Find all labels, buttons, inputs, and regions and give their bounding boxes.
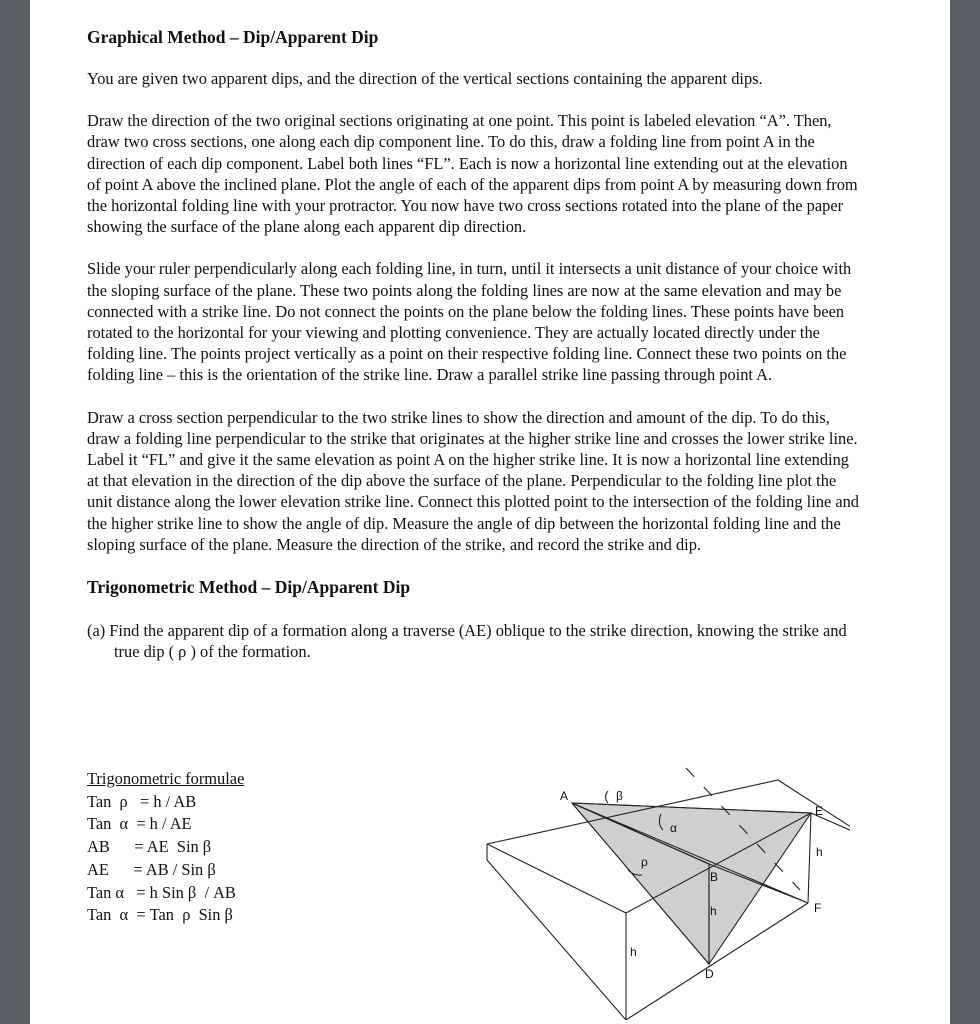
trigonometric-method-heading: Trigonometric Method – Dip/Apparent Dip [87,577,411,598]
formula-row: Tan α = h Sin β / AB [87,882,236,902]
formula-row: AB = AE Sin β [87,837,212,857]
formula-row: Tan α = h / AE [87,814,192,834]
paragraph-draw-sections: Draw the direction of the two original sections originating at one point. This point is labeled elevation “A”. Then, draw two cross sections, one along each dip component line. To do this, draw a folding line from point A in the direction of each dip component. Label both lines “FL”. Each is now a horizontal line extending out at the elevation of point A above the inclined plane. Plot the angle of each of the apparent dips from point A by measuring down from the horizontal folding line with your protractor. You now have two cross sections rotated into the plane of the paper showing the surface of the plane along each apparent dip direction. [87,111,858,237]
label-f: F [814,901,822,915]
problem-item-a: (a) Find the apparent dip of a formation along a traverse (AE) oblique to the strike direction, knowing the strike and true dip ( ρ ) of the formation. [87,621,847,662]
paragraph-given-dips: You are given two apparent dips, and the direction of the vertical sections containing the apparent dips. [87,69,763,88]
dip-block-diagram [450,760,850,1020]
right-vertical-edge [808,813,811,903]
left-slope-edge [487,844,626,913]
paragraph-strike-line: Slide your ruler perpendicularly along each folding line, in turn, until it intersects a unit distance of your choice with the sloping surface of the plane. These two points along the folding lines are now at the same elevation and may be connected with a strike line. Do not connect the points on the plane below the folding lines. These points have been rotated to the horizontal for your viewing and plotting convenience. They are actually located directly under the folding line. The points project vertically as a point on their respective folding line. Connect these two points on the folding line – this is the orientation of the strike line. Draw a parallel strike line passing through point A. [87,259,852,385]
beta-angle-arc [606,791,609,803]
left-lower-edge [487,860,626,1020]
label-d: D [705,967,714,981]
label-h-front: h [630,945,637,959]
label-rho: ρ [641,855,648,869]
formula-row: AE = AB / Sin β [87,859,216,879]
paragraph-cross-section: Draw a cross section perpendicular to the two strike lines to show the direction and amount of the dip. To do this, draw a folding line perpendicular to the strike that originates at the higher strike line and crosses the lower strike line. Label it “FL” and give it the same elevation as point A on the higher strike line. It is now a horizontal line extending at that elevation in the direction of the dip above the surface of the plane. Perpendicular to the folding line plot the unit distance along the lower elevation strike line. Connect this plotted point to the intersection of the folding line and the higher strike line to show the angle of dip. Measure the angle of dip between the horizontal folding line and the sloping surface of the plane. Measure the direction of the strike, and record the strike and dip. [87,407,860,554]
trig-formulae [87,768,244,927]
formula-row: Tan ρ = h / AB [87,791,197,811]
label-b: B [710,870,719,884]
label-e: E [815,804,824,818]
formula-row: Tan α = Tan ρ Sin β [87,905,233,925]
label-alpha: α [670,821,677,835]
label-beta: β [616,789,623,803]
formulae-title: Trigonometric formulae [87,769,245,788]
label-h-mid: h [710,904,717,918]
document-body [87,26,862,662]
label-a: A [560,789,569,803]
graphical-method-heading: Graphical Method – Dip/Apparent Dip [87,27,379,47]
label-h-right: h [816,845,823,859]
